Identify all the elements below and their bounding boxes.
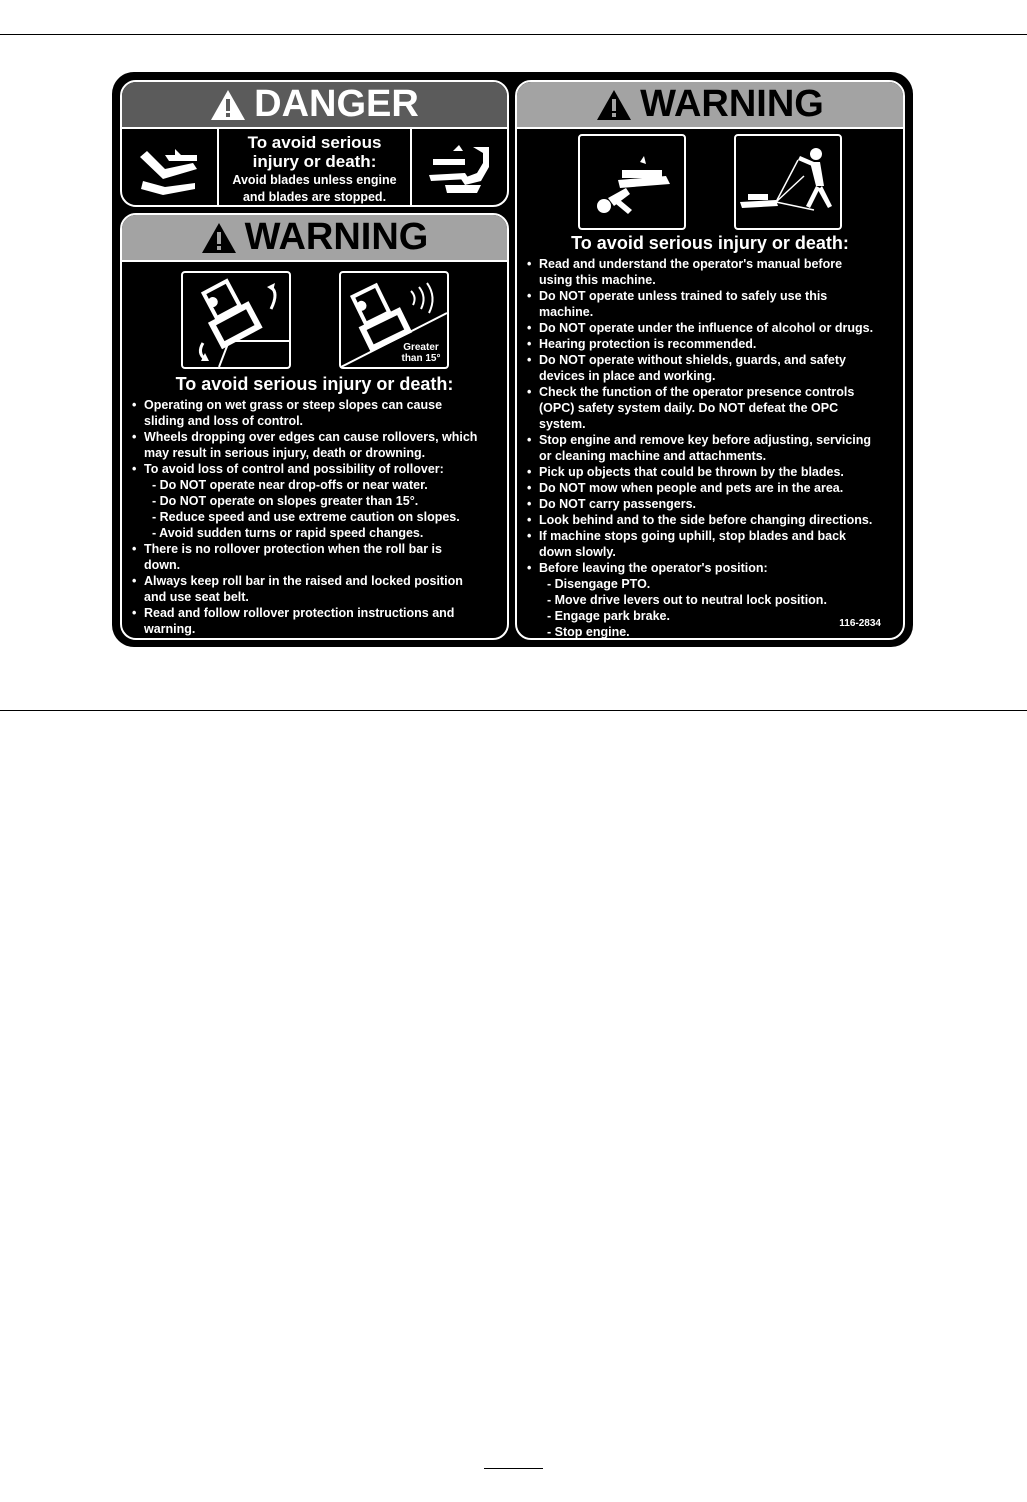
slope-caption-line2: than 15°	[401, 353, 441, 364]
list-item: • Operating on wet grass or steep slopes can cause	[124, 397, 508, 413]
list-item: - Do NOT operate on slopes greater than 15°.	[152, 494, 419, 508]
list-item: • Always keep roll bar in the raised and locked position	[124, 573, 508, 589]
list-item: devices in place and working.	[539, 369, 716, 383]
list-item: - Stop engine.	[547, 625, 630, 639]
warning-triangle-icon	[210, 89, 246, 121]
warning-triangle-icon	[596, 89, 632, 121]
list-item: - Reduce speed and use extreme caution on slopes.	[152, 510, 460, 524]
danger-text-line1: Avoid blades unless engine	[232, 173, 397, 187]
thrown-object-icon	[734, 134, 842, 230]
footer-line	[484, 1468, 543, 1469]
list-item: • Read and understand the operator's manual before	[519, 256, 903, 272]
list-item: • If machine stops going uphill, stop blades and back	[519, 528, 903, 544]
warning-left-panel	[120, 213, 509, 640]
warning-left-header	[122, 215, 507, 262]
list-item: - Engage park brake.	[547, 609, 670, 623]
danger-title: DANGER	[254, 83, 419, 125]
list-item: - Avoid sudden turns or rapid speed changes.	[152, 526, 424, 540]
list-item: system.	[539, 417, 586, 431]
warning-right-header	[517, 82, 903, 129]
blade-hand-right-icon	[410, 129, 507, 205]
list-item: - Move drive levers out to neutral lock position.	[547, 593, 827, 607]
list-item: • Stop engine and remove key before adjusting, servicing	[519, 432, 903, 448]
part-number: 116-2834	[839, 618, 881, 629]
list-item: down slowly.	[539, 545, 616, 559]
list-item: warning.	[144, 622, 196, 636]
slope-caption	[401, 342, 440, 364]
list-item: machine.	[539, 305, 594, 319]
list-item: • Check the function of the operator presence controls	[519, 384, 903, 400]
warning-triangle-icon	[201, 222, 237, 254]
list-item: • Do NOT operate unless trained to safely use this	[519, 288, 903, 304]
danger-heading-line1: To avoid serious	[247, 133, 382, 152]
list-item: (OPC) safety system daily. Do NOT defeat the OPC	[539, 401, 839, 415]
warning-right-panel	[515, 80, 905, 640]
list-item: • Read and follow rollover protection instructions and	[124, 605, 508, 621]
list-item: using this machine.	[539, 273, 656, 287]
warning-right-title: WARNING	[640, 83, 824, 125]
list-item: • Do NOT carry passengers.	[519, 496, 903, 512]
danger-text-block	[219, 129, 410, 205]
list-item: - Do NOT operate near drop-offs or near water.	[152, 478, 428, 492]
slope-rollover-icon	[339, 271, 449, 369]
warning-right-subheading: To avoid serious injury or death:	[571, 233, 849, 253]
list-item: • To avoid loss of control and possibility of rollover:	[124, 461, 508, 477]
safety-decal	[112, 72, 913, 647]
list-item: - Disengage PTO.	[547, 577, 651, 591]
runover-child-icon	[578, 134, 686, 230]
list-item: sliding and loss of control.	[144, 414, 304, 428]
rollover-edge-icon	[181, 271, 291, 369]
danger-header	[122, 82, 507, 129]
list-item: or cleaning machine and attachments.	[539, 449, 767, 463]
list-item: • Pick up objects that could be thrown by the blades.	[519, 464, 903, 480]
danger-panel	[120, 80, 509, 207]
warning-left-subheading: To avoid serious injury or death:	[175, 374, 454, 394]
list-item: • Look behind and to the side before changing directions.	[519, 512, 903, 528]
list-item: and use seat belt.	[144, 590, 249, 604]
list-item: • Do NOT operate without shields, guards, and safety	[519, 352, 903, 368]
list-item: • Wheels dropping over edges can cause rollovers, which	[124, 429, 508, 445]
list-item: may result in serious injury, death or drowning.	[144, 446, 426, 460]
blade-hand-left-icon	[122, 129, 219, 205]
danger-heading-line2: injury or death:	[252, 152, 377, 171]
danger-text-line2: and blades are stopped.	[242, 190, 387, 204]
list-item: • There is no rollover protection when the roll bar is	[124, 541, 508, 557]
top-rule	[0, 34, 1027, 35]
warning-left-title: WARNING	[244, 216, 429, 258]
bottom-rule	[0, 710, 1027, 711]
list-item: down.	[144, 558, 181, 572]
list-item: • Before leaving the operator's position:	[519, 560, 903, 576]
list-item: • Hearing protection is recommended.	[519, 336, 903, 352]
warning-left-list	[124, 397, 508, 637]
list-item: • Do NOT operate under the influence of alcohol or drugs.	[519, 320, 903, 336]
warning-right-list	[519, 256, 903, 640]
list-item: • Do NOT mow when people and pets are in the area.	[519, 480, 903, 496]
slope-caption-line1: Greater	[403, 342, 439, 353]
